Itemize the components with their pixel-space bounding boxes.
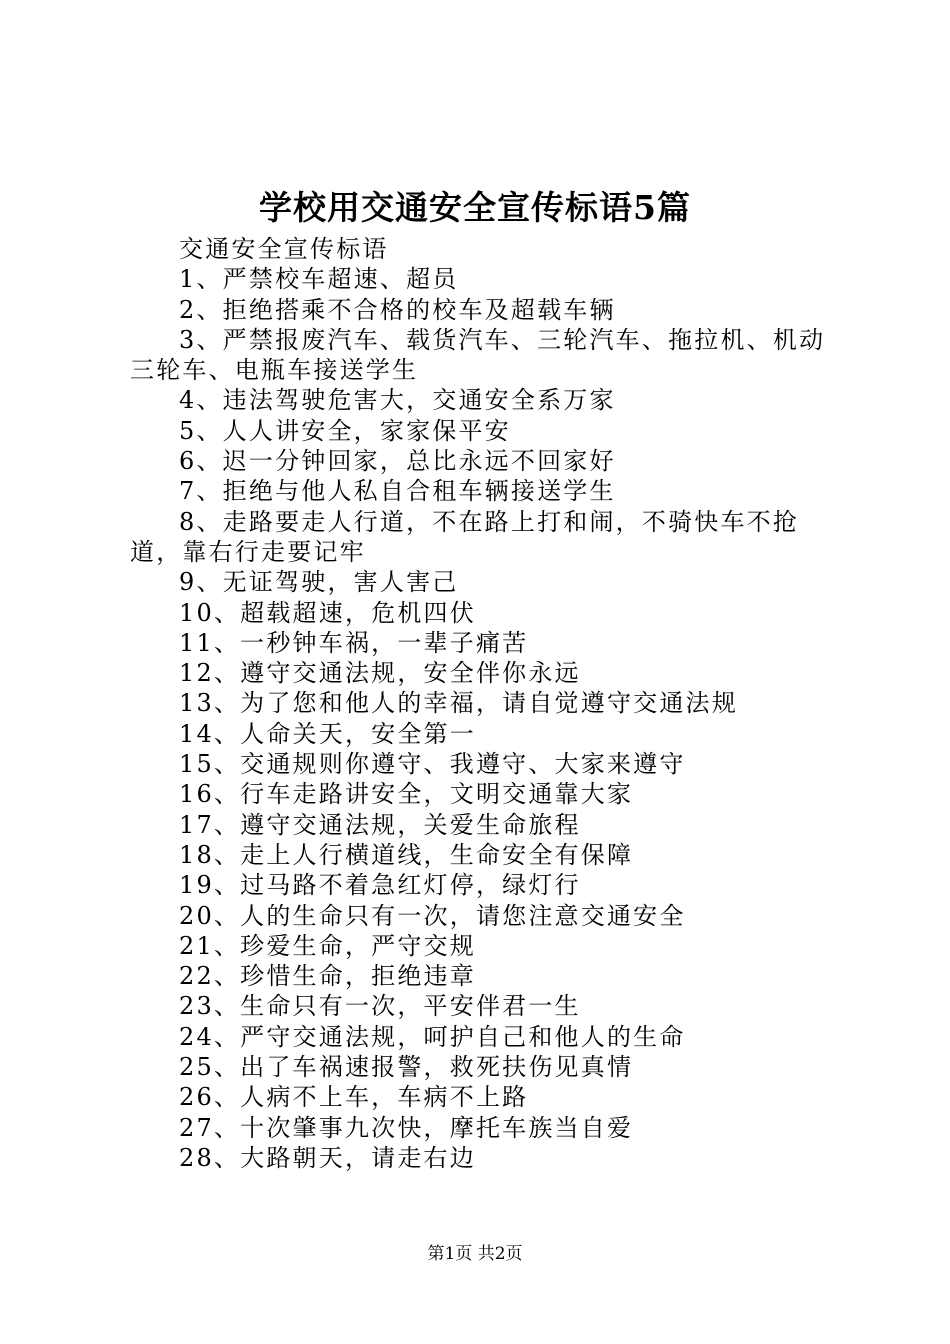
document-title: 学校用交通安全宣传标语5篇 (259, 188, 691, 227)
paragraph: 6、迟一分钟回家，总比永远不回家好 (179, 447, 616, 476)
paragraph: 8、走路要走人行道，不在路上打和闹，不骑快车不抢道，靠右行走要记牢 (130, 507, 800, 566)
paragraph: 14、人命关天，安全第一 (179, 719, 476, 748)
paragraph: 16、行车走路讲安全，文明交通靠大家 (179, 780, 634, 809)
paragraph: 15、交通规则你遵守、我遵守、大家来遵守 (179, 750, 686, 779)
paragraph: 11、一秒钟车祸，一辈子痛苦 (179, 628, 529, 657)
paragraph: 21、珍爱生命，严守交规 (179, 931, 476, 960)
paragraph: 26、人病不上车，车病不上路 (179, 1083, 529, 1112)
paragraph: 5、人人讲安全，家家保平安 (179, 416, 511, 445)
paragraph: 交通安全宣传标语 (179, 235, 389, 263)
paragraph: 9、无证驾驶，害人害己 (179, 568, 459, 597)
paragraph: 17、遵守交通法规，关爱生命旅程 (179, 810, 581, 839)
paragraph: 24、严守交通法规，呵护自己和他人的生命 (179, 1022, 686, 1051)
paragraph: 18、走上人行横道线，生命安全有保障 (179, 840, 634, 869)
paragraph: 2、拒绝搭乘不合格的校车及超载车辆 (179, 295, 616, 324)
document-body (130, 234, 830, 1173)
paragraph: 28、大路朝天，请走右边 (179, 1143, 476, 1172)
paragraph: 10、超载超速，危机四伏 (179, 598, 476, 627)
paragraph: 4、违法驾驶危害大，交通安全系万家 (179, 386, 616, 415)
paragraph: 12、遵守交通法规，安全伴你永远 (179, 659, 581, 688)
paragraph: 20、人的生命只有一次，请您注意交通安全 (179, 901, 686, 930)
paragraph: 22、珍惜生命，拒绝违章 (179, 962, 476, 991)
paragraph: 23、生命只有一次，平安伴君一生 (179, 992, 581, 1021)
paragraph: 3、严禁报废汽车、载货汽车、三轮汽车、拖拉机、机动三轮车、电瓶车接送学生 (130, 325, 826, 385)
paragraph: 13、为了您和他人的幸福，请自觉遵守交通法规 (179, 689, 738, 718)
page-footer: 第1页 共2页 (427, 1244, 523, 1264)
paragraph: 1、严禁校车超速、超员 (179, 265, 459, 294)
paragraph: 19、过马路不着急红灯停，绿灯行 (179, 871, 581, 900)
paragraph: 7、拒绝与他人私自合租车辆接送学生 (179, 477, 616, 506)
paragraph: 27、十次肇事九次快，摩托车族当自爱 (179, 1113, 634, 1142)
paragraph: 25、出了车祸速报警，救死扶伤见真情 (179, 1053, 634, 1082)
